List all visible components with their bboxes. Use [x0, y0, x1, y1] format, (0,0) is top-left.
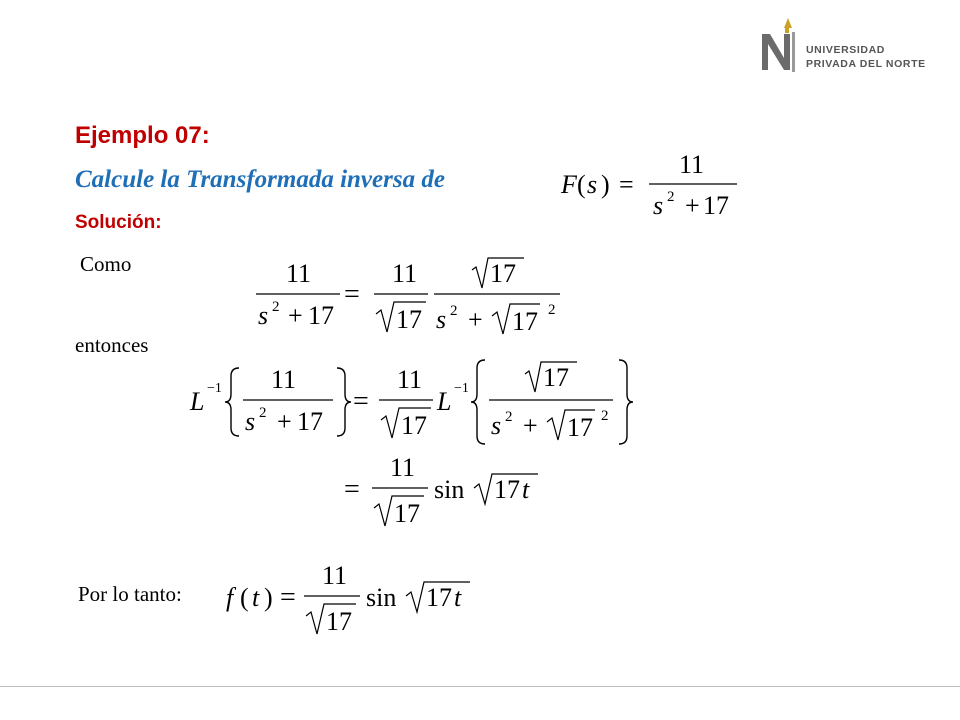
math-symbol-s: s — [491, 411, 502, 440]
math-numerator: 11 — [390, 453, 416, 482]
math-exponent: 2 — [667, 189, 675, 205]
example-title: Ejemplo 07: — [75, 122, 210, 149]
math-plus: + — [288, 301, 303, 330]
math-constant: 17 — [703, 191, 729, 220]
math-constant: 17 — [494, 475, 520, 504]
solution-label: Solución: — [75, 212, 162, 233]
math-paren: ) — [264, 583, 273, 612]
math-symbol-F: F — [561, 170, 577, 199]
math-plus: + — [523, 411, 538, 440]
math-equals: = — [280, 582, 296, 613]
math-exponent: 2 — [272, 299, 280, 315]
math-numerator: 11 — [392, 259, 418, 288]
math-equals: = — [353, 386, 369, 417]
equation-decomposition — [248, 252, 568, 342]
math-plus: + — [468, 305, 483, 334]
math-symbol-s: s — [436, 305, 447, 334]
math-paren: ( — [240, 583, 249, 612]
math-constant: 17 — [394, 499, 420, 528]
math-sin: sin — [434, 475, 465, 504]
math-equals: = — [344, 279, 360, 310]
math-numerator: 17 — [490, 259, 516, 288]
math-exponent: 2 — [601, 408, 609, 424]
math-constant: 17 — [512, 307, 538, 336]
problem-statement: Calcule la Transformada inversa de — [75, 166, 445, 193]
step-label-por-lo-tanto: Por lo tanto: — [78, 582, 182, 606]
math-numerator: 17 — [543, 363, 569, 392]
logo-name-line1: UNIVERSIDAD — [806, 44, 885, 56]
math-equals: = — [619, 170, 634, 199]
math-exponent-inverse: −1 — [207, 381, 222, 396]
math-glyph-stroke — [337, 368, 351, 436]
math-numerator: 11 — [322, 561, 348, 590]
equation-inverse-transform — [185, 356, 640, 448]
math-symbol-s: s — [245, 407, 256, 436]
math-exponent: 2 — [505, 409, 513, 425]
math-symbol-t: t — [454, 583, 462, 612]
step-label-entonces: entonces — [75, 333, 149, 357]
math-numerator: 11 — [286, 259, 312, 288]
math-exponent: 2 — [259, 405, 267, 421]
math-constant: 17 — [567, 413, 593, 442]
math-plus: + — [277, 407, 292, 436]
math-exponent-inverse: −1 — [454, 381, 469, 396]
equation-sine-result — [340, 452, 550, 532]
math-symbol-f: f — [226, 583, 234, 612]
math-sin: sin — [366, 583, 397, 612]
equation-final-answer — [222, 560, 482, 640]
step-label-como: Como — [80, 252, 132, 276]
math-symbol-L: L — [190, 387, 205, 416]
math-glyph-stroke — [784, 18, 792, 28]
math-symbol-s: s — [653, 191, 664, 220]
math-numerator: 11 — [397, 365, 423, 394]
math-numerator: 11 — [679, 150, 705, 179]
logo-name-line2: PRIVADA DEL NORTE — [806, 58, 926, 70]
math-glyph-stroke — [225, 368, 239, 436]
math-constant: 17 — [401, 411, 427, 440]
math-glyph-stroke — [471, 360, 485, 444]
math-symbol-s: s — [258, 301, 269, 330]
math-glyph-stroke — [785, 28, 789, 33]
math-symbol-L: L — [437, 387, 452, 416]
math-constant: 17 — [297, 407, 323, 436]
math-glyph-stroke — [762, 34, 790, 70]
math-exponent: 2 — [450, 303, 458, 319]
math-paren: ) — [601, 170, 610, 199]
math-symbol-s: s — [587, 170, 598, 199]
math-glyph-stroke — [792, 32, 795, 72]
math-constant: 17 — [426, 583, 452, 612]
equation-given-function — [555, 148, 750, 220]
math-constant: 17 — [326, 607, 352, 636]
math-glyph-stroke — [619, 360, 633, 444]
footer-divider — [0, 686, 960, 687]
math-plus: + — [685, 191, 700, 220]
math-equals: = — [344, 474, 360, 505]
math-symbol-t: t — [252, 583, 260, 612]
math-paren: ( — [577, 170, 586, 199]
math-numerator: 11 — [271, 365, 297, 394]
math-symbol-t: t — [522, 475, 530, 504]
math-exponent: 2 — [548, 302, 556, 318]
math-constant: 17 — [308, 301, 334, 330]
math-constant: 17 — [396, 305, 422, 334]
